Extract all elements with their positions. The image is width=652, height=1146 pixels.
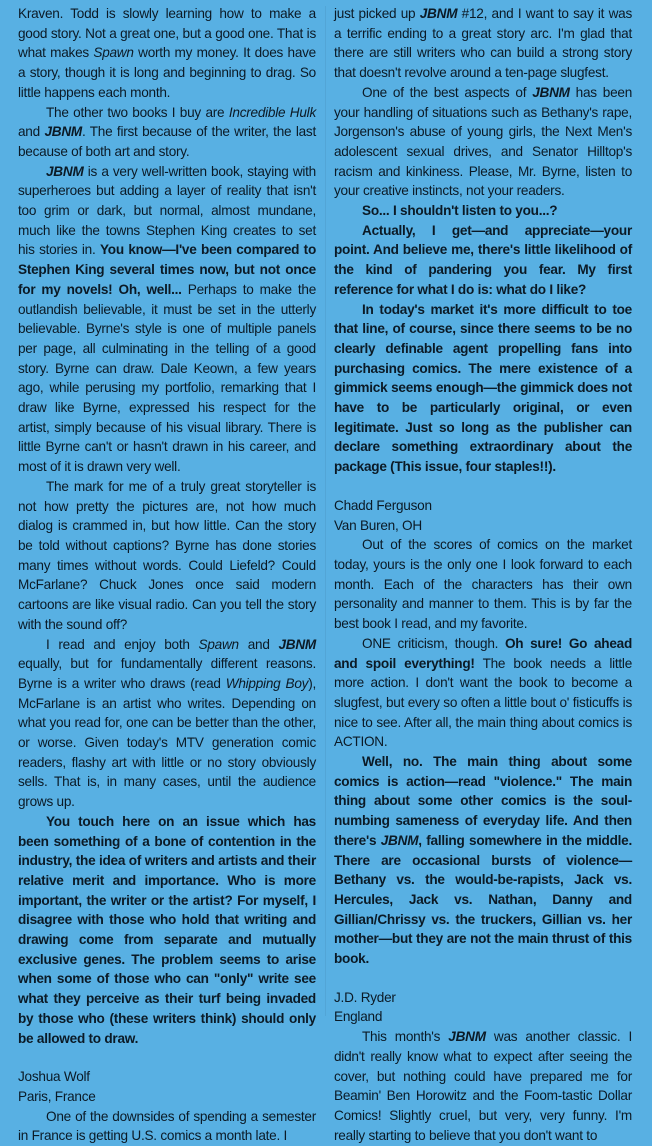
- editor-reply: So... I shouldn't listen to you...?: [362, 203, 558, 219]
- letter-text: ONE criticism, though.: [362, 635, 499, 651]
- letter-paragraph: One of the best aspects of JBNM has been your handling of situations such as Bethany's rape, Jorgenson's abuse of young girls, the Next Men's adolescent sexual drives, and Senator Hilltop's racism and kinkiness. Please, Mr. Byrne, listen to your creative instincts, not your readers.: [334, 84, 633, 199]
- editor-inline-reply: Oh sure! Go ahead and spoil everything!: [334, 635, 632, 671]
- signature-place: Van Buren, OH: [334, 517, 422, 533]
- column-gutter: [325, 6, 326, 1016]
- letter-text: Perhaps to make the outlandish believable, it must be set in the utterly believable. Byrne's style is one of multiple panels per page, all culminating in the telling of a good story. Byrne can draw. Dale Keown, a few years ago, while perusing my portfolio, remarking that I draw like Byrne, expressed his respect for the artist, simply because of his visual library. There is little Byrne can't or hasn't drawn in his career, and most of it is drawn very well.: [18, 281, 317, 475]
- letter-text: The book needs a little more action. I don't want the book to become a slugfest, but every so often a little bout o' fisticuffs is nice to see. After all, the main thing about comics is ACTION.: [334, 655, 633, 750]
- letter-text: JBNM is a very well-written book, staying with superheroes but adding a layer of reality that isn't too grim or dark, but normal, almost mundane, much like the towns Stephen King creates to set his stories in.: [18, 163, 316, 258]
- letter-paragraph: I read and enjoy both Spawn and JBNM equally, but for fundamentally different reasons. Byrne is a writer who draws (read Whipping Boy), McFarlane is an artist who writes. Depending on what you read for, one can be better than the other, or worse. Given today's MTV generation comic readers, flashy art with little or no story obviously sells. That is, in many cases, until the audience grows up.: [18, 636, 317, 810]
- letter-paragraph: [18, 162, 316, 477]
- signature-name: J.D. Ryder: [334, 989, 396, 1005]
- signature-place: England: [334, 1009, 383, 1025]
- editor-reply: You touch here on an issue which has been something of a bone of contention in the industry, the idea of writers and artists and their relative merit and importance. Who is more important, the writer or the artist? For myself, I disagree with those who hold that writing and drawing come from separate and mutually exclusive genes. The problem seems to arise when some of those who can "only" write see what they perceive as their turf being invaded by those who (these writers think) should only be allowed to draw.: [18, 813, 316, 1046]
- editor-reply: Actually, I get—and appreciate—your point. And believe me, there's little likelihood of the kind of pandering you fear. My first reference for what I do is: what do I like?: [334, 222, 632, 297]
- signature-name: Chadd Ferguson: [334, 497, 432, 513]
- editor-reply: In today's market it's more difficult to toe that line, of course, since there seems to be no clearly definable agent propelling fans into purchasing comics. The mere existence of a gimmick seems enough—the gimmick does not have to be particularly original, or even legitimate. Just so long as the publisher can declare something extraordinary about the package (This issue, four staples!!).: [334, 301, 632, 475]
- letter-paragraph: The mark for me of a truly great storyteller is not how pretty the pictures are, not how much dialog is crammed in, but how little. Can the story be told without captions? Byrne has done stories many times without words. Could Liefeld? Could McFarlane? Chuck Jones once said modern cartoons are like visual radio. Can you tell the story with the sound off?: [18, 478, 316, 632]
- editor-inline-reply: You know—I've been compared to Stephen King several times now, but not once for my novels! Oh, well...: [18, 242, 317, 297]
- editor-reply: Well, no. The main thing about some comics is action—read "violence." The main thing about some other comics is the soul-numbing sameness of everyday life. And then there's JBNM, falling somewhere in the middle. There are occasional bursts of violence—Bethany vs. the would-be-rapists, Jack vs. Hercules, Jack vs. Nathan, Danny and Gillian/Chrissy vs. the truckers, Gillian vs. her mother—but they are not the main thrust of this book.: [334, 754, 632, 967]
- letter-paragraph: Kraven. Todd is slowly learning how to make a good story. Not a great one, but a good one. That is what makes Spawn worth my money. It does have a story, though it is long and beginning to drag. So little happens each month.: [18, 6, 316, 100]
- letter-paragraph: just picked up JBNM #12, and I want to say it was a terrific ending to a great story arc. I'm glad that there are still writers who can build a strong story that doesn't revolve around a ten-page slugfest.: [334, 6, 632, 81]
- letter-signature: [18, 1067, 316, 1106]
- signature-place: Paris, France: [18, 1088, 96, 1104]
- letter-paragraph: One of the downsides of spending a semester in France is getting U.S. comics a month late. I: [18, 1108, 316, 1144]
- right-column: [334, 4, 632, 1145]
- left-column: [18, 4, 316, 1146]
- letter-paragraph: Out of the scores of comics on the market today, yours is the only one I look forward to each month. Each of the characters has their own personality and manner to them. This is by far the best book I read, and my favorite.: [334, 537, 632, 632]
- signature-name: Joshua Wolf: [18, 1069, 90, 1085]
- letter-signature: [334, 988, 632, 1027]
- letter-paragraph: The other two books I buy are Incredible Hulk and JBNM. The first because of the writer, the last because of both art and story.: [18, 104, 316, 159]
- letter-paragraph: This month's JBNM was another classic. I didn't really know what to expect after seeing the cover, but nothing could have prepared me for Beamin' Ben Horowitz and the Foom-tastic Dollar Comics! Slightly cruel, but very, very funny. I'm really starting to believe that you don't want to: [334, 1029, 632, 1143]
- letter-signature: [334, 496, 632, 535]
- letter-paragraph: [334, 634, 632, 752]
